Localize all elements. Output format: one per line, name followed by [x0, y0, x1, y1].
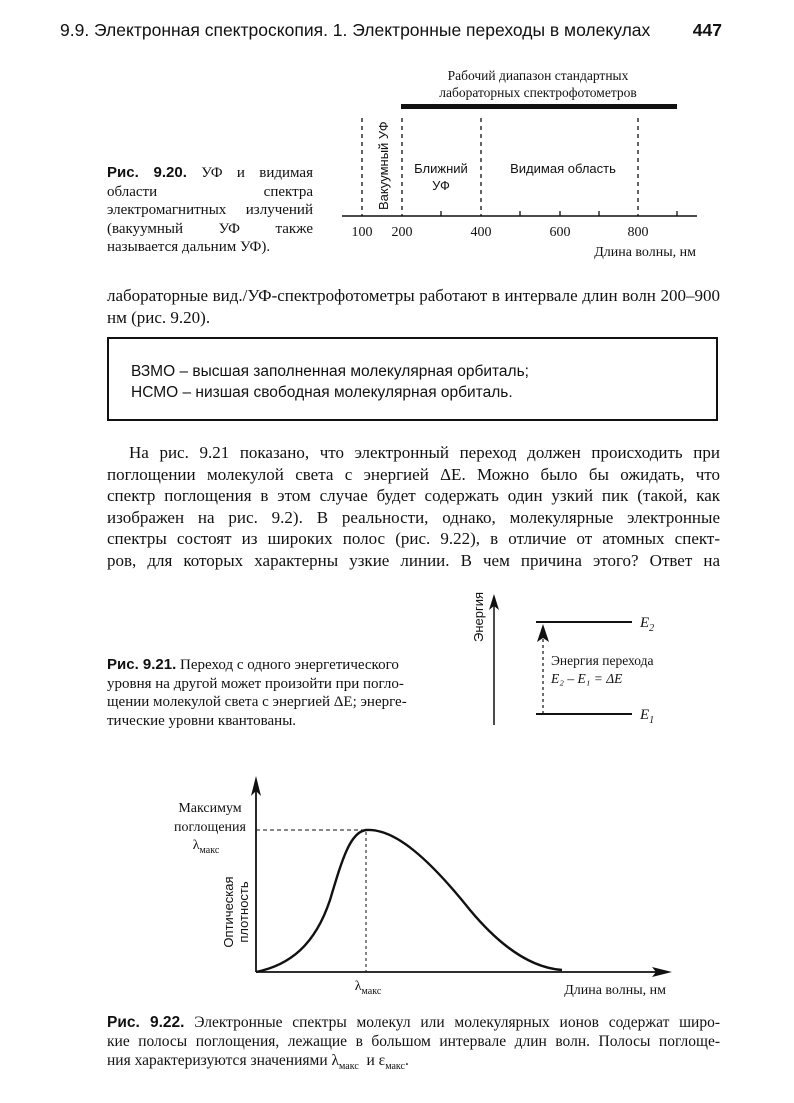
fig-9-20-caption-text: УФ и видимая области спектра электромагнитных излучений (вакуумный УФ также называется дальним УФ). [107, 165, 313, 255]
tick-100: 100 [351, 225, 373, 240]
definition-homo: ВЗМО – высшая заполненная молекулярная орбиталь; [131, 363, 529, 380]
region-near-uv-line2: УФ [432, 178, 450, 193]
range-title-line1: Рабочий диапазон стандартных [447, 68, 629, 83]
absorption-band-curve [256, 830, 562, 972]
range-title-line2: лабораторных спектрофотометров [439, 85, 637, 100]
paragraph-2-line: ров, для которых характерны узкие линии. В чем причина этого? Ответ на [107, 550, 720, 570]
tick-800: 800 [627, 225, 649, 240]
fig-9-22-caption-label: Рис. 9.22. [107, 1014, 185, 1031]
paragraph-2-line: спектры состоят из широких полос (рис. 9.22), в отличие от атомных спект- [107, 529, 720, 548]
max-label-lambda: $\lambda_{макс}$ [192, 838, 220, 856]
running-title: 9.9. Электронная спектроскопия. 1. Электронные переходы в молекулах [60, 20, 651, 40]
ylabel-line1: Оптическая [221, 876, 236, 948]
fig-9-20-xlabel: Длина волны, нм [594, 245, 696, 260]
max-label-line2: поглощения [174, 820, 246, 835]
label-e2: $E_2$ [640, 615, 655, 634]
x-tick-lambda-max: $\lambda_{макс}$ [354, 979, 382, 997]
ylabel-line2: плотность [236, 881, 251, 943]
transition-formula: E₂ – E₁ = ΔE [551, 671, 623, 686]
paragraph-1: лабораторные вид./УФ-спектрофотометры работают в интервале длин волн 200–900 нм (рис. 9.20). [107, 286, 720, 327]
tick-200: 200 [391, 225, 413, 240]
tick-400: 400 [470, 225, 492, 240]
paragraph-2-line: На рис. 9.21 показано, что электронный переход должен происходить при [129, 443, 720, 462]
fig-9-21-caption-label: Рис. 9.21. [107, 656, 177, 673]
energy-axis-label: Энергия [471, 591, 486, 642]
definition-lumo: НСМО – низшая свободная молекулярная орбиталь. [131, 384, 513, 401]
tick-600: 600 [549, 225, 571, 240]
paragraph-2-line: спектр поглощения в этом случае будет содержать один узкий пик (такой, как [107, 486, 720, 505]
paragraph-2 [107, 442, 720, 571]
definitions-box [107, 337, 718, 421]
fig-9-21-diagram [0, 580, 794, 740]
paragraph-2-line: поглощении молекулой света с энергией ΔE. Можно было бы ожидать, что [107, 464, 720, 484]
region-near-uv-line1: Ближний [414, 161, 468, 176]
paragraph-2-line: изображен на рис. 9.2). В реальности, однако, молекулярные электронные [107, 507, 720, 527]
fig-9-20-diagram [0, 0, 794, 270]
fig-9-21-caption: Рис. 9.21. Переход с одного энергетического уровня на другой может произойти при погло- щении молекулой света с энергией ΔE; энерге- тические уровни квантованы. [107, 656, 407, 729]
transition-label: Энергия перехода [551, 653, 654, 668]
region-vacuum-uv: Вакуумный УФ [376, 121, 391, 210]
region-visible: Видимая область [510, 161, 616, 176]
fig-9-20-caption-label: Рис. 9.20. [107, 164, 187, 181]
label-e1: $E_1$ [640, 707, 655, 726]
fig-9-22-caption: Рис. 9.22. Электронные спектры молекул или молекулярных ионов содержат широ- кие полосы поглощения, лежащие в большом интервале длин волн. Полосы поглоще- ния характеризуются значениями $\lambda_{макс}$ и $\varepsilon_{макс}$. [107, 1014, 720, 1073]
working-range-bar [401, 104, 677, 109]
max-label-line1: Максимум [178, 801, 242, 816]
fig-9-22-chart [0, 760, 794, 1010]
page-number: 447 [692, 20, 722, 40]
fig-9-22-xlabel: Длина волны, нм [564, 983, 666, 998]
